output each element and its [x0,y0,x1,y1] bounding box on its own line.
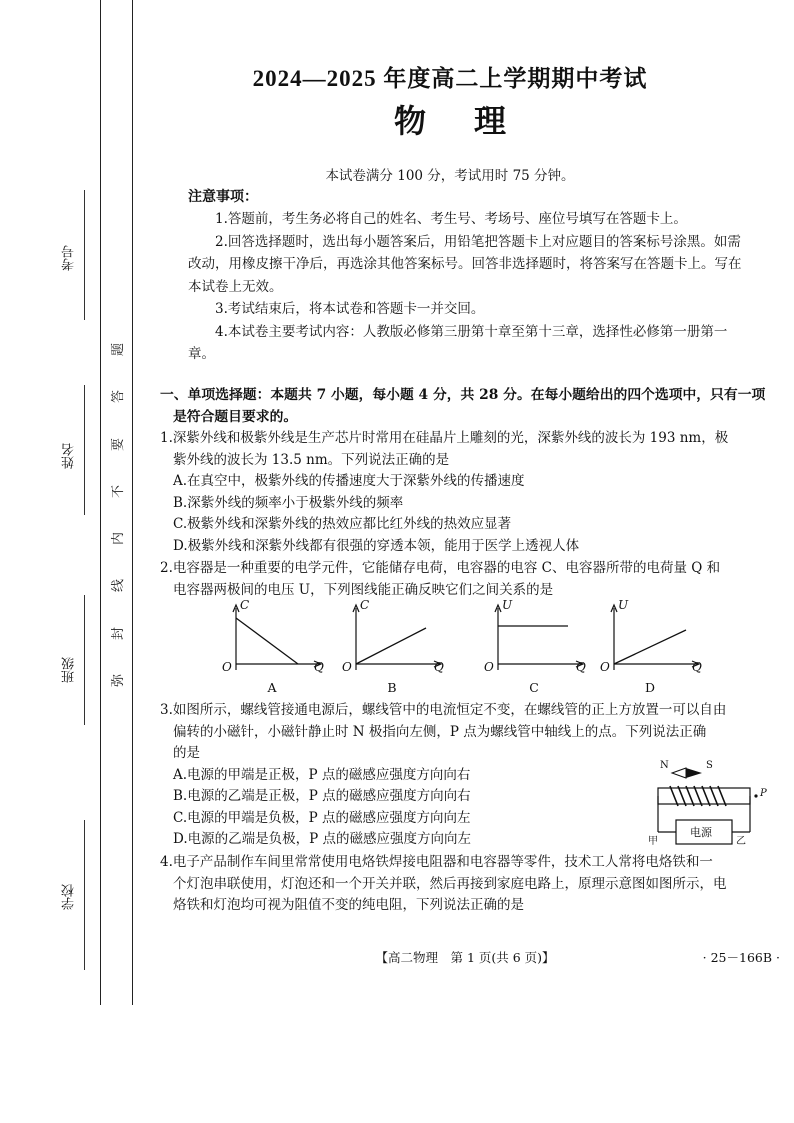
option-d[interactable]: D.极紫外线和深紫外线都有很强的穿透本领，能用于医学上透视人体 [173,537,580,554]
field-line[interactable] [84,190,85,320]
origin-label: O [484,660,494,674]
binding-line-inner [132,0,133,1005]
question-4 [160,852,772,917]
x-axis-label: Q [434,660,444,674]
solenoid-figure [646,760,766,850]
graph-caption: C [529,680,539,695]
seal-char: 内 [111,532,127,546]
question-stem: 4.电子产品制作车间里常常使用电烙铁焊接电阻器和电容器等零件，技术工人常将电烙铁和一 [160,854,713,870]
notice-list [188,208,748,366]
graph-c[interactable] [484,600,594,700]
question-stem: 紫外线的波长为 13.5 nm。下列说法正确的是 [173,451,450,468]
question-stem: 2.电容器是一种重要的电学元件，它能储存电荷，电容器的电容 C、电容器所带的电荷量 Q 和 [160,560,721,576]
y-axis-label: U [502,598,513,612]
field-line[interactable] [84,385,85,515]
question-stem: 个灯泡串联使用，灯泡还和一个开关并联，然后再接到家庭电路上，原理示意图如图所示，电 [173,875,727,892]
field-line[interactable] [84,820,85,970]
field-label: 学校 [62,884,77,910]
graph-b[interactable] [342,600,452,700]
section-heading-line: 是符合题目要求的。 [173,409,298,425]
exam-meta: 本试卷满分 100 分，考试用时 75 分钟。 [325,168,575,184]
question-2 [160,558,772,601]
south-label: S [706,760,713,771]
option-c[interactable]: C.电源的甲端是负极，P 点的磁感应强度方向向左 [173,809,471,826]
seal-char: 题 [111,342,127,357]
seal-char: 封 [111,626,127,640]
graph-d[interactable] [600,600,710,700]
question-stem: 3.如图所示，螺线管接通电源后，螺线管中的电流恒定不变，在螺线管的正上方放置一可以自由 [160,702,727,718]
option-d[interactable]: D.电源的乙端是负极，P 点的磁感应强度方向向左 [173,831,472,847]
exam-code: · 25－166B · [702,950,780,965]
terminal-yi-label: 乙 [736,836,746,847]
seal-char: 弥 [111,673,127,687]
seal-char: 要 [111,437,127,451]
graph-d-plot [600,600,700,680]
section-heading-line: 一、单项选择题：本题共 7 小题，每小题 4 分，共 28 分。在每小题给出的四个选项中，只有一项 [160,387,766,403]
graph-b-plot [342,600,442,680]
point-p-label: P [760,788,767,799]
origin-label: O [600,660,610,674]
subject-title: 物理 [393,102,554,140]
option-c[interactable]: C.极紫外线和深紫外线的热效应都比红外线的热效应显著 [173,516,512,532]
y-axis-label: U [618,598,629,612]
question-stem: 的是 [173,745,200,761]
question-stem: 偏转的小磁针，小磁针静止时 N 极指向左侧，P 点为螺线管中轴线上的点。下列说法正确 [173,723,707,740]
terminal-jia-label: 甲 [648,836,658,847]
field-class[interactable] [60,595,100,725]
y-axis-label: C [240,598,250,612]
graph-a-plot [222,600,322,680]
option-a[interactable]: A.在真空中，极紫外线的传播速度大于深紫外线的传播速度 [173,473,525,489]
north-label: N [660,760,669,771]
field-line[interactable] [84,595,85,725]
graph-a[interactable] [222,600,332,700]
field-label: 姓名 [62,443,77,469]
option-a[interactable]: A.电源的甲端是正极，P 点的磁感应强度方向向右 [173,766,471,783]
notice-heading: 注意事项： [188,189,258,205]
graph-caption: B [387,680,397,695]
graph-caption: A [267,680,277,695]
page-number: 【高二物理 第 1 页(共 6 页)】 [375,950,555,965]
option-b[interactable]: B.电源的乙端是正极，P 点的磁感应强度方向向右 [173,788,471,804]
graph-caption: D [644,680,656,695]
x-axis-label: Q [692,660,702,674]
field-exam-number[interactable] [60,190,100,320]
power-source-label: 电源 [690,826,712,839]
notice-item: 4.本试卷主要考试内容：人教版必修第三册第十章至第十三章，选择性必修第一册第一章。 [188,323,728,362]
notice-item: 3.考试结束后，将本试卷和答题卡一并交回。 [215,301,485,317]
origin-label: O [222,660,232,674]
q2-graph-options [222,600,722,700]
x-axis-label: Q [314,660,324,674]
question-stem: 电容器两极间的电压 U，下列图线能正确反映它们之间关系的是 [173,581,554,598]
question-stem: 烙铁和灯泡均可视为阻值不变的纯电阻，下列说法正确的是 [173,897,524,913]
y-axis-label: C [360,598,370,612]
seal-char: 答 [111,390,127,404]
question-1 [160,428,772,557]
field-school[interactable] [60,820,100,970]
seal-char: 不 [111,484,127,498]
notice-item: 2.回答选择题时，选出每小题答案后，用铅笔把答题卡上对应题目的答案标号涂黑。如需改动，用橡皮擦干净后，再选涂其他答案标号。回答非选择题时，将答案写在答题卡上。写在本试卷上无效。 [188,233,742,295]
origin-label: O [342,660,352,674]
seal-warning [108,340,126,690]
question-stem: 1.深紫外线和极紫外线是生产芯片时常用在硅晶片上雕刻的光，深紫外线的波长为 193 nm，极 [160,430,729,446]
binding-line-outer [100,0,101,1005]
exam-title: 2024—2025 年度高二上学期期中考试 [252,66,648,91]
field-label: 班级 [62,657,77,683]
option-b[interactable]: B.深紫外线的频率小于极紫外线的频率 [173,494,404,511]
notice-item: 1.答题前，考生务必将自己的姓名、考生号、考场号、座位号填写在答题卡上。 [215,211,687,227]
seal-char: 线 [111,579,127,593]
section-heading [160,384,770,428]
field-label: 考号 [62,245,77,271]
x-axis-label: Q [576,660,586,674]
graph-c-plot [484,600,584,680]
field-name[interactable] [60,385,100,515]
